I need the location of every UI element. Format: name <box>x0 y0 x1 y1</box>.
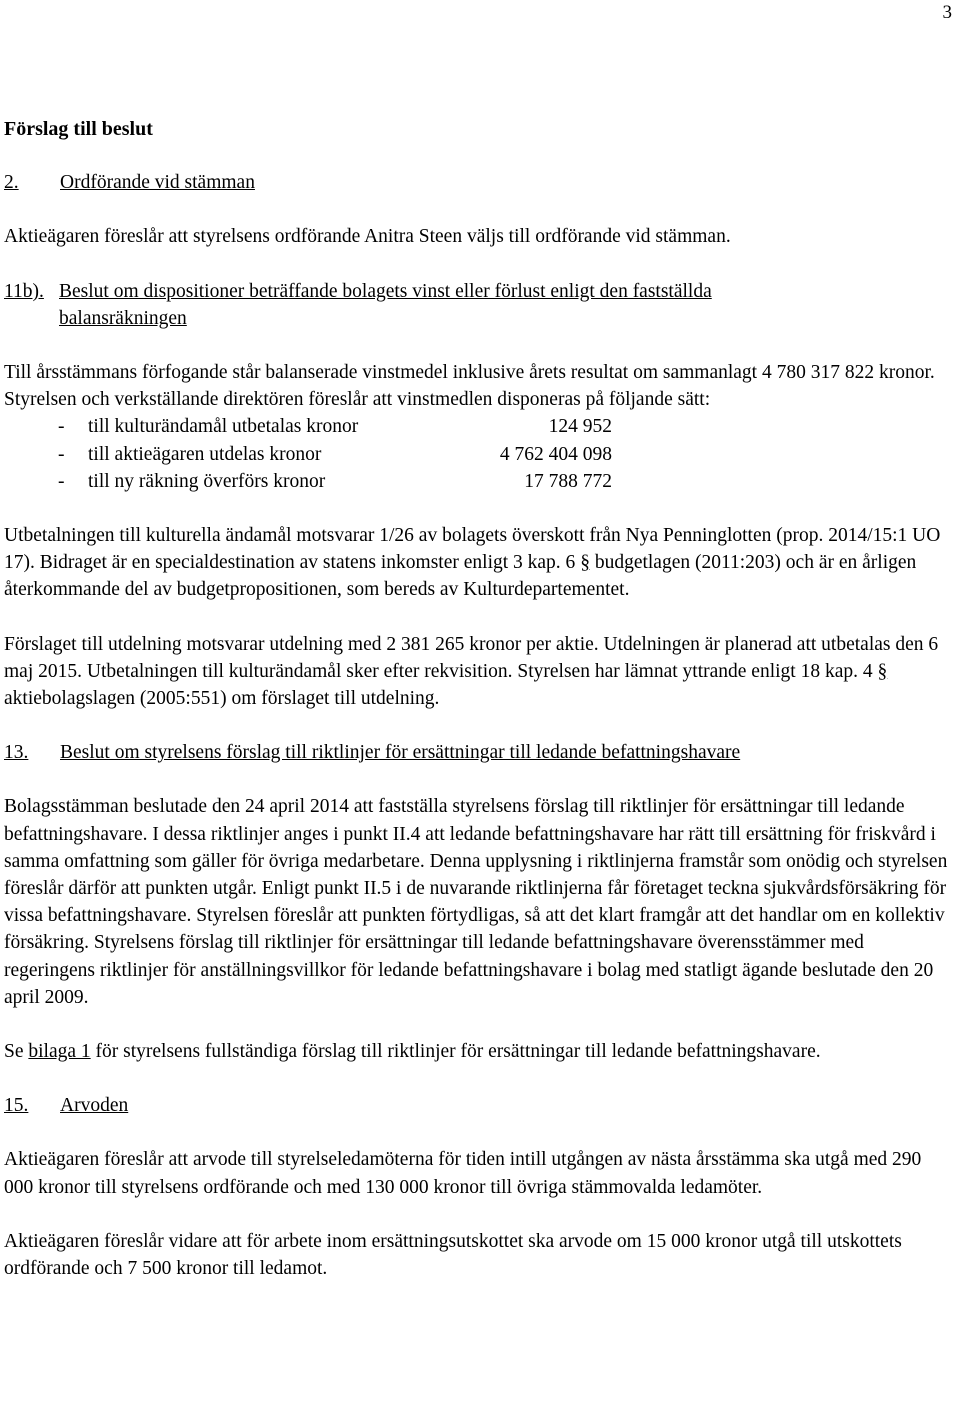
allocation-list <box>4 413 954 495</box>
section-13-text: Bolagsstämman beslutade den 24 april 2014 att fastställa styrelsens förslag till riktlinjer för ersättningar till ledande befattningshavare. I dessa riktlinjer anges i punkt II.4 att ledande befattningshavare har rätt till ersättning för friskvård i samma omfattning som gäller för övriga medarbetare. Denna upplysning i riktlinjerna framstår som onödig och styrelsen föreslår därför att punkten utgår. Enligt punkt II.5 i de nuvarande riktlinjerna får företaget teckna sjukvårdsförsäkring för vissa befattningshavare. Styrelsen föreslår att punkten förtydligas, så att det klart framgår att det handlar om en kollektiv försäkring. Styrelsens förslag till riktlinjer för ersättningar till ledande befattningshavare överensstämmer med regeringens riktlinjer för anställningsvillkor för ledande befattningshavare i bolag med statligt ägande beslutade den 20 april 2009. <box>4 796 948 1008</box>
section-13-number: 13. <box>4 742 29 764</box>
section-11b-title <box>4 278 954 332</box>
reference-suffix: för styrelsens fullständiga förslag till riktlinjer för ersättningar till ledande befattningshavare. <box>90 1041 821 1063</box>
paragraph-symbol: § <box>580 552 590 574</box>
section-11b-intro: Till årsstämmans förfogande står balanserade vinstmedel inklusive årets resultat om sammanlagt 4 780 317 822 kronor. Styrelsen och verkställande direktören föreslår att vinstmedlen disponeras på följande sätt: <box>4 362 935 411</box>
allocation-label: till ny räkning överförs kronor <box>88 470 326 492</box>
section-15-title <box>4 1092 954 1119</box>
allocation-amount: 4 762 404 098 <box>499 443 612 465</box>
section-15-number: 15. <box>4 1095 29 1117</box>
section-13-reference <box>4 1038 954 1065</box>
paragraph-symbol: § <box>877 660 888 682</box>
para-dividend-part2: aktiebolagslagen (2005:551) om förslaget till utdelning. <box>4 688 440 710</box>
allocation-dash: - <box>58 470 65 492</box>
section-15-text-2: Aktieägaren föreslår vidare att för arbete inom ersättningsutskottet ska arvode om 15 000 kronor utgå till utskottets ordförande och 7 500 kronor till ledamot. <box>4 1230 902 1280</box>
reference-prefix: Se <box>4 1041 29 1063</box>
section-2-number: 2. <box>4 172 19 194</box>
para-dividend-part1: Förslaget till utdelning motsvarar utdelning med 2 381 265 kronor per aktie. Utdelningen är planerad att utbetalas den 6 maj 2015. Utbetalningen till kulturändamål sker efter rekvisition. Styrelsen har lämnat yttrande enligt 18 kap. 4 <box>4 633 939 682</box>
page-heading: Förslag till beslut <box>4 118 153 140</box>
allocation-amount: 124 952 <box>548 416 612 438</box>
section-11b-number: 11b). <box>4 280 44 302</box>
section-11b-para-culture <box>4 522 954 604</box>
document-body <box>4 116 954 1282</box>
allocation-row <box>4 468 954 495</box>
allocation-row <box>4 413 954 440</box>
section-15-title-text: Arvoden <box>60 1095 129 1117</box>
allocation-label: till kulturändamål utbetalas kronor <box>88 416 359 438</box>
section-11b-title-line2: balansräkningen <box>59 307 187 329</box>
section-2-title-text: Ordförande vid stämman <box>60 172 255 194</box>
attachment-link[interactable]: bilaga 1 <box>28 1041 91 1063</box>
section-15-text-1: Aktieägaren föreslår att arvode till styrelseledamöterna för tiden intill utgången av nästa årsstämma ska utgå med 290 000 kronor till styrelsens ordförande och med 130 000 kronor till övriga stämmovalda ledamöter. <box>4 1149 922 1198</box>
section-11b-para-dividend <box>4 631 954 713</box>
page-number: 3 <box>942 2 952 23</box>
section-2-title <box>4 169 954 196</box>
allocation-label: till aktieägaren utdelas kronor <box>88 443 322 465</box>
section-11b-title-line1: Beslut om dispositioner beträffande bolagets vinst eller förlust enligt den fastställda <box>59 280 712 302</box>
allocation-row <box>4 441 954 468</box>
para-culture-part2: budgetlagen (2011:203) och är en årligen återkommande del av budgetpropositionen, som bereds av Kulturdepartementet. <box>4 552 917 601</box>
section-11b-title-text <box>59 278 954 332</box>
section-13-title-text: Beslut om styrelsens förslag till riktlinjer för ersättningar till ledande befattningshavare <box>60 742 741 764</box>
allocation-dash: - <box>58 443 65 465</box>
allocation-amount: 17 788 772 <box>524 470 612 492</box>
allocation-dash: - <box>58 416 65 438</box>
para-culture-part1: Utbetalningen till kulturella ändamål motsvarar 1/26 av bolagets överskott från Nya Penninglotten (prop. 2014/15:1 UO 17). Bidraget är en specialdestination av statens inkomster enligt 3 kap. 6 <box>4 525 941 574</box>
section-2-text: Aktieägaren föreslår att styrelsens ordförande Anitra Steen väljs till ordförande vid stämman. <box>4 226 731 248</box>
section-13-title <box>4 739 954 766</box>
